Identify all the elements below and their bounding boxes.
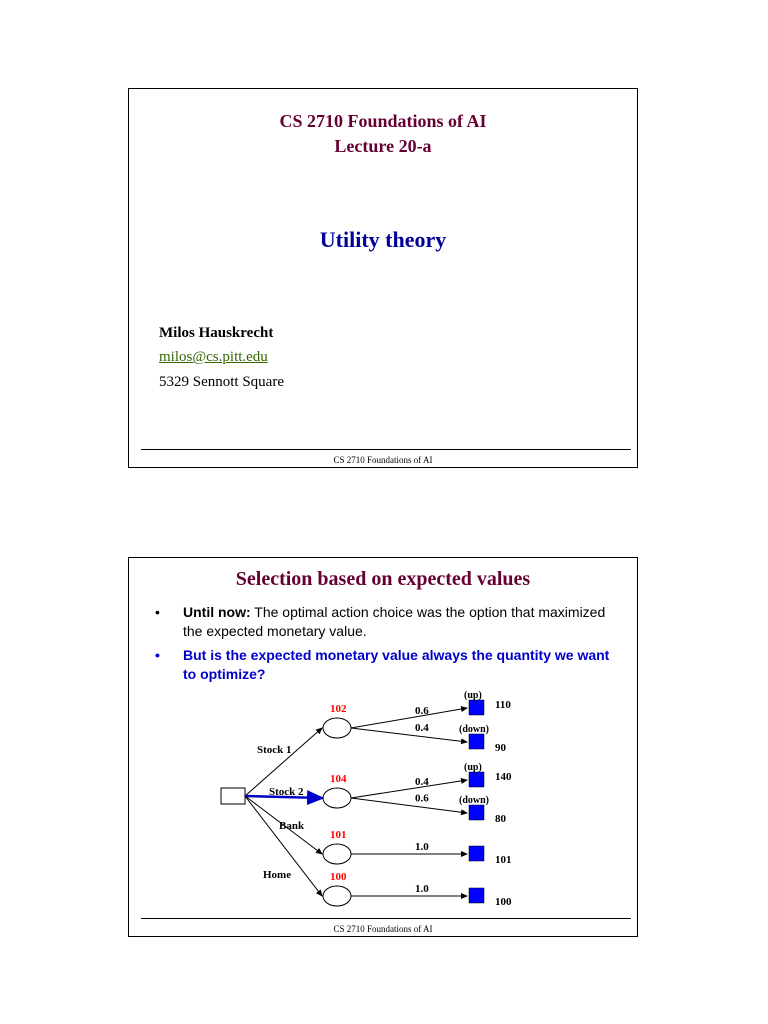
probability-label: 0.6 [415,792,429,805]
terminal-node [469,734,484,749]
terminal-node [469,888,484,903]
outcome-value: 90 [495,742,506,754]
terminal-node [469,700,484,715]
chance-node [323,718,351,738]
terminal-node [469,846,484,861]
bullet-dot: • [155,647,160,663]
probability-label: 1.0 [415,883,429,895]
expected-value-label: 101 [330,829,347,841]
outcome-tag: (up) [464,762,482,773]
probability-label: 0.6 [415,705,429,717]
decision-node [221,788,245,804]
bullet-body: But is the expected monetary value always the quantity we want to optimize? [183,647,610,682]
action-label: Home [263,869,292,881]
slide-heading: Selection based on expected values [235,568,531,590]
chance-node [323,788,351,808]
footer-divider [141,918,631,919]
course-title-line1: CS 2710 Foundations of AI [279,111,487,131]
slide-footer: CS 2710 Foundations of AI [333,455,433,465]
probability-label: 1.0 [415,841,429,853]
course-title-line2: Lecture 20-a [334,136,432,156]
lecture-subtitle: Utility theory [319,227,447,252]
outcome-edge [351,780,467,798]
slide-footer: CS 2710 Foundations of AI [333,924,433,934]
outcome-edge [351,708,467,728]
course-title [129,109,637,159]
action-edge [245,796,322,896]
decision-tree [129,558,639,938]
outcome-value: 100 [495,896,512,908]
slide-title [128,88,638,468]
bullet-dot: • [155,604,160,620]
outcome-tag: (up) [464,690,482,701]
bullet-lead: Until now: [183,604,251,620]
author-office: 5329 Sennott Square [159,374,284,390]
author-name: Milos Hauskrecht [159,325,274,341]
expected-value-label: 100 [330,871,347,883]
probability-label: 0.4 [415,722,429,734]
bullet-body: The optimal action choice was the option that maximized the expected monetary value. [183,604,606,639]
probability-label: 0.4 [415,776,429,788]
outcome-edge [351,728,467,742]
terminal-node [469,772,484,787]
expected-value-label: 102 [330,703,347,715]
slide-expected-values [128,557,638,937]
outcome-value: 80 [495,813,506,825]
action-label: Bank [279,820,305,832]
action-label: Stock 1 [257,744,292,756]
chance-node [323,886,351,906]
expected-value-label: 104 [330,773,347,785]
outcome-value: 101 [495,854,512,866]
chance-node [323,844,351,864]
author-email-link[interactable]: milos@cs.pitt.edu [159,349,268,365]
terminal-node [469,805,484,820]
footer-divider [141,449,631,450]
outcome-tag: (down) [459,795,490,806]
action-label: Stock 2 [269,786,304,798]
outcome-value: 110 [495,699,511,711]
outcome-value: 140 [495,771,512,783]
outcome-tag: (down) [459,724,490,735]
outcome-edge [351,798,467,813]
